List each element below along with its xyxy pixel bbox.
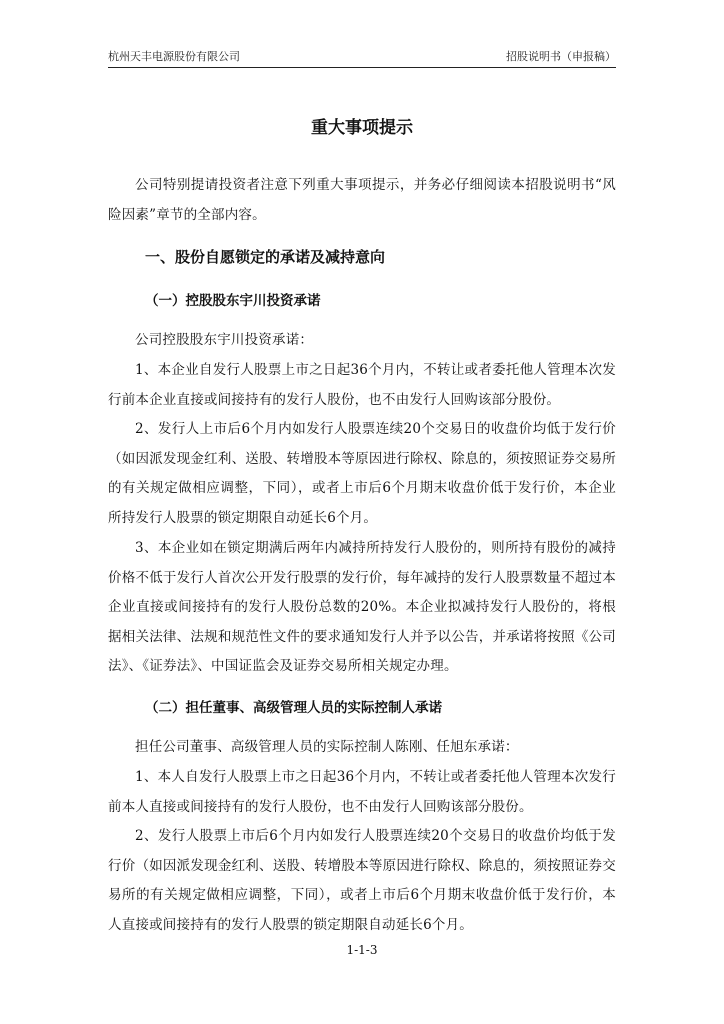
subsection-heading-actual-controllers: （二）担任董事、高级管理人员的实际控制人承诺	[145, 700, 442, 716]
intro-paragraph: 公司特别提请投资者注意下列重大事项提示，并务必仔细阅读本招股说明书“风险因素”章节的全部内容。	[108, 177, 616, 223]
actual-controllers-item-2: 2、发行人股票上市后6个月内如发行人股票连续20个交易日的收盘价均低于发行价（如因派发现金红利、送股、转增股本等原因进行除权、除息的，须按照证券交易所的有关规定做相应调整，下同），或者上市后6个月期末收盘价低于发行价，本人直接或间接持有的发行人股票的锁定期限自动延长6个月。	[108, 828, 616, 933]
controlling-shareholder-item-1: 1、本企业自发行人股票上市之日起36个月内，不转让或者委托他人管理本次发行前本企业直接或间接持有的发行人股份，也不由发行人回购该部分股份。	[108, 362, 616, 408]
header-document-type: 招股说明书（申报稿）	[506, 50, 616, 63]
controlling-shareholder-item-3: 3、本企业如在锁定期满后两年内减持所持发行人股份的，则所持有股份的减持价格不低于发行人首次公开发行股票的发行价，每年减持的发行人股票数量不超过本企业直接或间接持有的发行人股份总数的20%。本企业拟减持发行人股份的，将根据相关法律、法规和规范性文件的要求通知发行人并予以公告，并承诺将按照《公司法》、《证券法》、中国证监会及证券交易所相关规定办理。	[108, 540, 616, 674]
section-heading-share-lockup: 一、股份自愿锁定的承诺及减持意向	[145, 248, 386, 266]
actual-controllers-item-1: 1、本人自发行人股票上市之日起36个月内，不转让或者委托他人管理本次发行前本人直接或间接持有的发行人股份，也不由发行人回购该部分股份。	[108, 769, 616, 815]
actual-controllers-lead: 担任公司董事、高级管理人员的实际控制人陈刚、任旭东承诺：	[135, 739, 519, 755]
page-number: 1-1-3	[346, 943, 378, 957]
header-company-name: 杭州天丰电源股份有限公司	[108, 50, 240, 63]
page-title: 重大事项提示	[311, 118, 413, 138]
subsection-heading-controlling-shareholder: （一）控股股东宇川投资承诺	[145, 293, 321, 309]
controlling-shareholder-item-2: 2、发行人上市后6个月内如发行人股票连续20个交易日的收盘价均低于发行价（如因派发现金红利、送股、转增股本等原因进行除权、除息的，须按照证券交易所的有关规定做相应调整，下同），或者上市后6个月期末收盘价低于发行价，本企业所持发行人股票的锁定期限自动延长6个月。	[108, 421, 616, 526]
page-header	[108, 50, 616, 68]
controlling-shareholder-lead: 公司控股股东宇川投资承诺：	[135, 332, 314, 348]
header-divider	[108, 67, 616, 68]
